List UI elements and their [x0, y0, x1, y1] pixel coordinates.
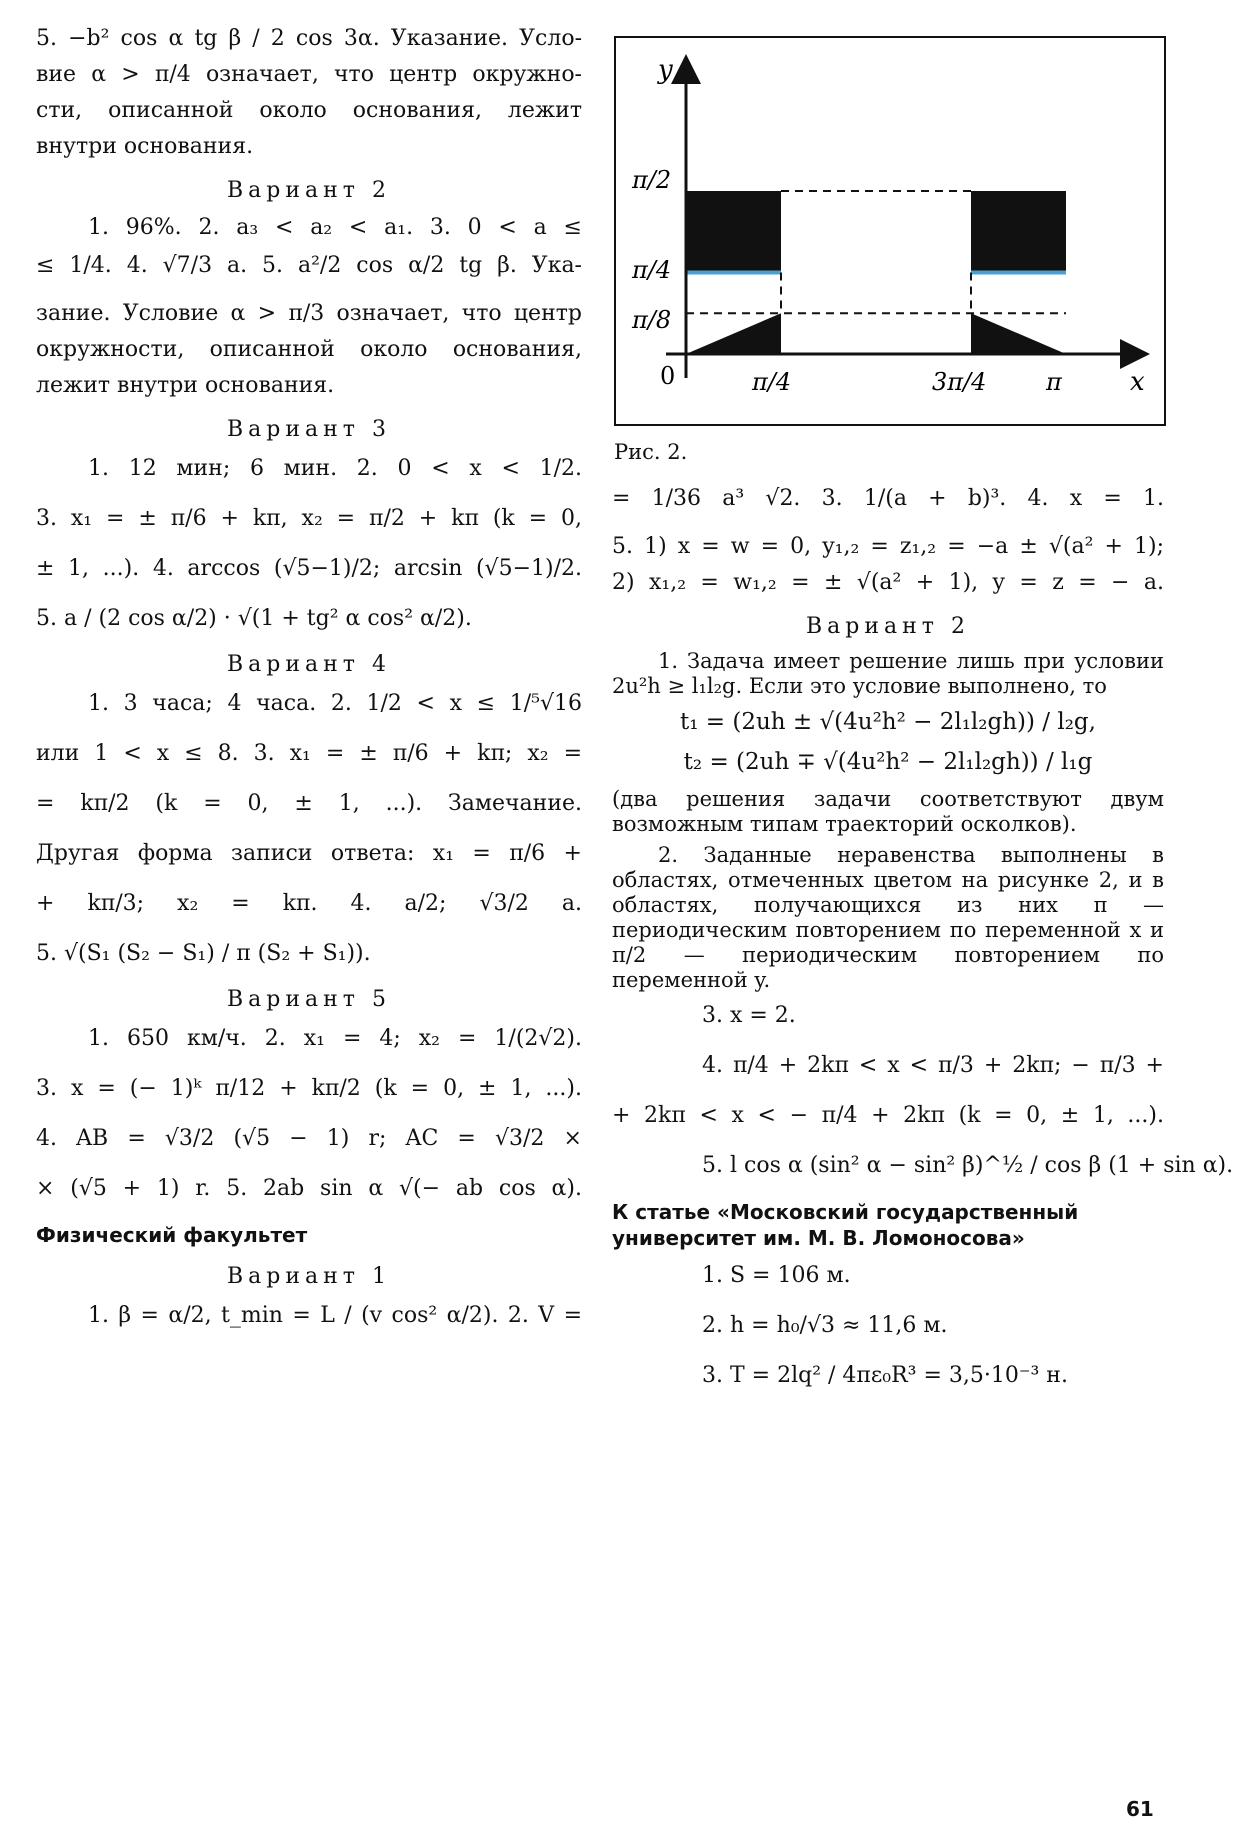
answer-line: ≤ 1/4. 4. √7/3 a. 5. a²/2 cos α/2 tg β. Ука-	[36, 253, 582, 278]
figure-caption: Рис. 2.	[614, 440, 688, 464]
answer-line: 1. S = 106 м.	[702, 1263, 851, 1288]
section-heading: Вариант 5	[227, 987, 391, 1012]
answer-paragraph	[612, 843, 1164, 993]
x-tick-pi: π	[1046, 368, 1062, 396]
y-tick-pi-2: π/2	[632, 166, 672, 194]
formula-t1: t₁ = (2uh ± √(4u²h² − 2l₁l₂gh)) / l₂g,	[680, 709, 1096, 735]
y-axis-label: y	[658, 55, 673, 85]
answer-line: + 2kπ < x < − π/4 + 2kπ (k = 0, ± 1, ...).	[612, 1103, 1164, 1128]
region-right-lower	[971, 313, 1066, 354]
region-plot	[616, 38, 1164, 424]
x-axis-label: x	[1130, 367, 1145, 397]
answer-line: 5. l cos α (sin² α − sin² β)^½ / cos β (1 + sin α).	[702, 1153, 1233, 1178]
y-tick-pi-8: π/8	[632, 306, 672, 334]
answer-line: лежит внутри основания.	[36, 373, 335, 398]
answer-line: сти, описанной около основания, лежит	[36, 98, 582, 123]
figure-2	[614, 36, 1166, 426]
answer-line: 3. x = 2.	[702, 1003, 796, 1028]
answer-line: 2. h = h₀/√3 ≈ 11,6 м.	[702, 1313, 948, 1338]
formula-t2: t₂ = (2uh ∓ √(4u²h² − 2l₁l₂gh)) / l₁g	[683, 749, 1093, 775]
answer-line: 3. T = 2lq² / 4πε₀R³ = 3,5·10⁻³ н.	[702, 1363, 1068, 1388]
y-tick-pi-4: π/4	[632, 256, 672, 284]
region-right-upper	[971, 191, 1066, 273]
origin-label: 0	[660, 362, 676, 390]
answer-line: 5. a / (2 cos α/2) · √(1 + tg² α cos² α/2).	[36, 606, 472, 631]
x-tick-pi-4: π/4	[752, 368, 792, 396]
answer-line: 1. 96%. 2. a₃ < a₂ < a₁. 3. 0 < a ≤	[88, 215, 582, 240]
answer-paragraph	[612, 649, 1164, 699]
section-heading: Вариант 3	[227, 417, 391, 442]
answer-line: = 1/36 a³ √2. 3. 1/(a + b)³. 4. x = 1.	[612, 486, 1164, 511]
answer-line: 1. 12 мин; 6 мин. 2. 0 < x < 1/2.	[88, 456, 582, 481]
answer-line: 1. 650 км/ч. 2. x₁ = 4; x₂ = 1/(2√2).	[88, 1026, 582, 1051]
answer-line: 2) x₁,₂ = w₁,₂ = ± √(a² + 1), y = z = − a.	[612, 570, 1164, 595]
shaded-regions	[686, 191, 1066, 354]
region-left-lower	[686, 313, 781, 354]
answer-line: вие α > π/4 означает, что центр окружно-	[36, 62, 582, 87]
left-column	[36, 24, 582, 1349]
answer-line: Другая форма записи ответа: x₁ = π/6 +	[36, 841, 582, 866]
faculty-title: Физический факультет	[36, 1223, 308, 1247]
answer-line: 1. 3 часа; 4 часа. 2. 1/2 < x ≤ 1/⁵√16	[88, 691, 582, 716]
page-number: 61	[1126, 1797, 1154, 1821]
x-tick-3pi-4: 3π/4	[932, 368, 987, 396]
article-title: К статье «Московский государственный университет им. М. В. Ломоносова»	[612, 1200, 1079, 1250]
section-heading: Вариант 4	[227, 652, 391, 677]
answer-line: 5. √(S₁ (S₂ − S₁) / π (S₂ + S₁)).	[36, 941, 371, 966]
answer-line: внутри основания.	[36, 134, 254, 159]
answer-line: зание. Условие α > π/3 означает, что центр	[36, 301, 582, 326]
answer-line: 4. π/4 + 2kπ < x < π/3 + 2kπ; − π/3 +	[702, 1053, 1164, 1078]
answer-line: = kπ/2 (k = 0, ± 1, ...). Замечание.	[36, 791, 582, 816]
right-column	[612, 24, 1233, 1409]
section-heading: Вариант 2	[227, 178, 391, 203]
answer-line: 4. AB = √3/2 (√5 − 1) r; AC = √3/2 ×	[36, 1126, 582, 1151]
region-left-upper	[686, 191, 781, 273]
answer-paragraph: (два решения задачи соответствуют двум возможным типам траекторий осколков).	[612, 787, 1164, 836]
section-heading: Вариант 2	[806, 614, 970, 639]
answer-text: 2. Заданные неравенства выполнены в областях, отмеченных цветом на рисунке 2, и в областях, получающихся из них π — периодическим повторением по переменной x и π/2 — периодическим повторением по переменной y.	[612, 843, 1164, 992]
answer-line: ± 1, ...). 4. arccos (√5−1)/2; arcsin (√5−1)/2.	[36, 556, 582, 581]
answer-text: 1. Задача имеет решение лишь при условии 2u²h ≥ l₁l₂g. Если это условие выполнено, то	[612, 649, 1164, 698]
section-heading: Вариант 1	[227, 1264, 391, 1289]
answer-line: × (√5 + 1) r. 5. 2ab sin α √(− ab cos α).	[36, 1176, 582, 1201]
answer-line: или 1 < x ≤ 8. 3. x₁ = ± π/6 + kπ; x₂ =	[36, 741, 582, 766]
answer-line: 5. 1) x = w = 0, y₁,₂ = z₁,₂ = −a ± √(a² + 1);	[612, 534, 1164, 559]
answer-line: 1. β = α/2, t_min = L / (v cos² α/2). 2. V =	[88, 1303, 582, 1328]
answer-line: окружности, описанной около основания,	[36, 337, 582, 362]
answer-line: + kπ/3; x₂ = kπ. 4. a/2; √3/2 a.	[36, 891, 582, 916]
answer-line: 3. x = (− 1)ᵏ π/12 + kπ/2 (k = 0, ± 1, ...).	[36, 1076, 582, 1101]
answer-line: 5. −b² cos α tg β / 2 cos 3α. Указание. Усло-	[36, 26, 582, 51]
answer-line: 3. x₁ = ± π/6 + kπ, x₂ = π/2 + kπ (k = 0,	[36, 506, 582, 531]
